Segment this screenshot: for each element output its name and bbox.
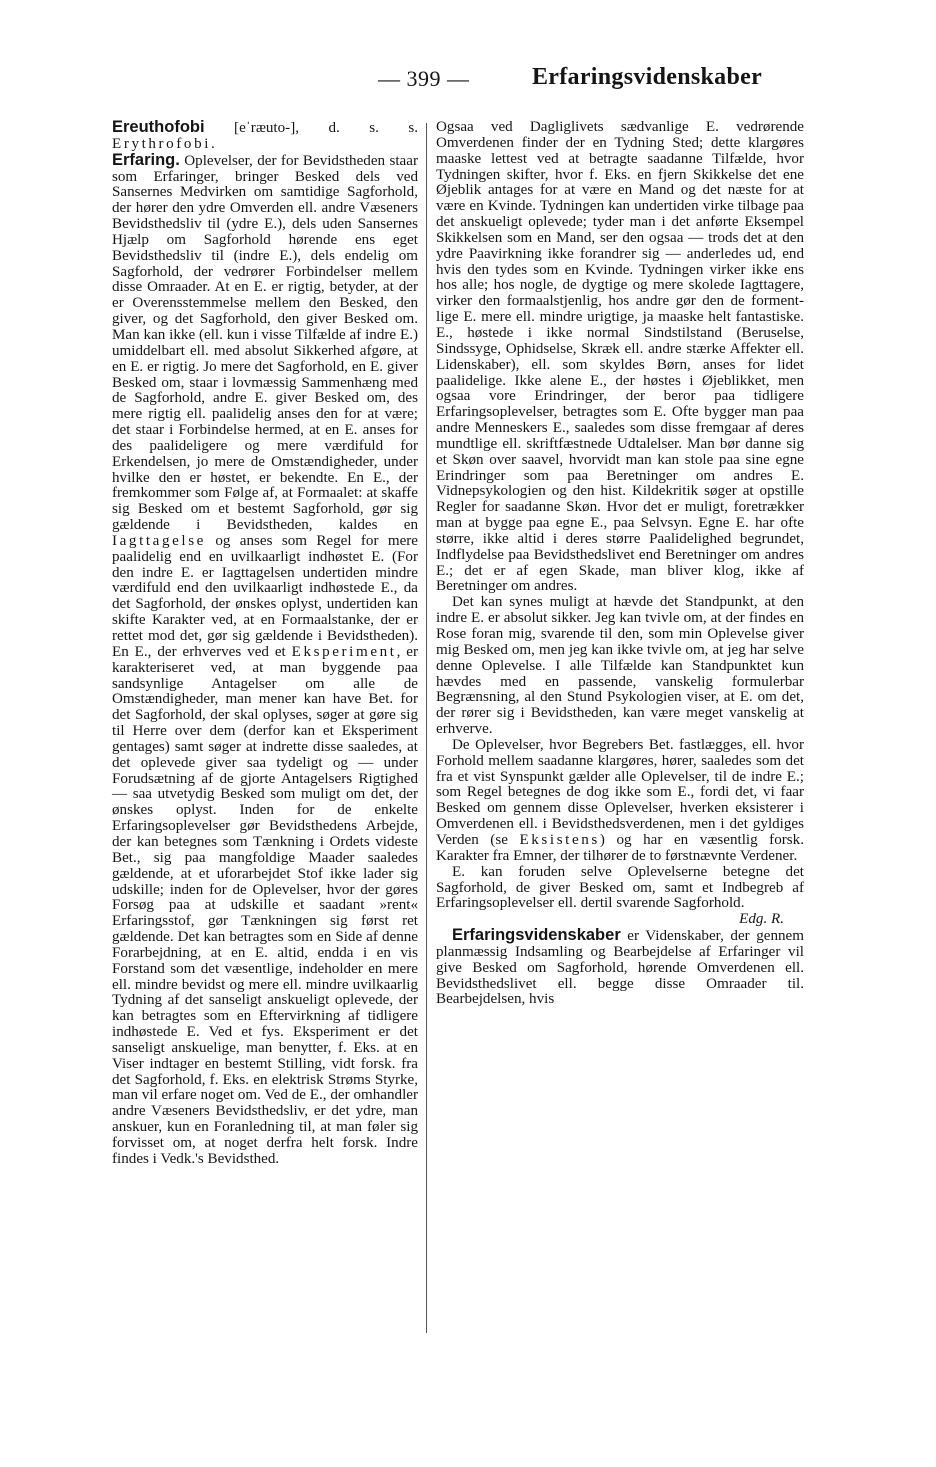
headword-ereuthofobi: Ereuthofobi xyxy=(112,118,205,136)
erfaringsvidenskaber-text: er Videnskaber, der gennem planmæssig Indsamling og Bearbejdelse af Erfaringer vil give Besked om Sagforhold, hørende Omverdenen ell. Bevidsthedslivet ell. begge disse Omraader til. Bearbejdelsen, hvis xyxy=(436,928,804,1008)
paragraph-begreber-text-1: De Oplevelser, hvor Begrebers Bet. fastlægges, ell. hvor Forhold mellem saadanne klargøres, hører, saaledes som det fra et vist Synspunkt gælder alle Oplevelser, til de indre E.; som Regel betegnes de dog ikke som E., fordi det, vi faar Besked om gennem disse Oplevelser, hverken eksisterer i Omverdenen ell. i Bevidsthedsverdenen, men i det gyldiges Verden (se xyxy=(436,736,804,848)
cross-reference-eksistens: Eksistens xyxy=(519,831,600,848)
erfaring-text-3: , er karakteriseret ved, at man byggende paa sandsynlige Antagelser om alle de Omstændigheder, man mener kan have Bet. for det Sagforhold, der skal oplyses, søger at gøre sig til Herre over dem (derfor kan et Eksperiment gentages) samt søger at indrette disse saaledes, at det oplevede giver saa tydeligt og — under Forudsætning af de gjorte Antagelsers Rigtighed — saa utvetydig Besked som muligt om det, der ønskes oplyst. Inden for de enkelte Erfaringsoplevelser gør Bevidsthedens Arbejde, der kan betegnes som Tænkning i Ordets videste Bet., sig paa mangfoldige Maader saaledes gældende, at et uforarbejdet Stof ikke lader sig udskille; inden for de Oplevelser, hvor der gøres Forsøg paa at udskille et saadant »rent« Erfaringsstof, gør Tænkningen sig først ret gældende. Det kan betragtes som en Side af denne Forarbejdning, at en E. altid, endda i en vis Forstand som det væsentlige, indeholder en mere ell. mindre bevidst og mere ell. mindre uvilkaarlig Tydning af det sanseligt anskueligt oplevede, der kan betragtes som en Eftervirkning af tidligere indhøstede E. Ved et fys. Eksperiment er det sanseligt anskuelige, man benytter, f. Eks. at en Viser indtager en bestemt Stilling, vidt forsk. fra det Sagforhold, f. Eks. en elektrisk Strøms Styrke, man vil erfare noget om. Ved de E., der omhandler andre Væseners Bevidsthedsliv, er det ydre, man anskuer, kun en Foranledning til, at man føler sig forvisset om, at noget derfra helt forsk. Indre findes i Vedk.'s Bevidsthed. xyxy=(112,643,418,1167)
paragraph-sagforhold xyxy=(436,863,804,928)
page-header xyxy=(0,64,936,104)
author-signature: Edg. R. xyxy=(739,911,784,928)
running-head: Erfaringsvidenskaber xyxy=(532,64,763,90)
entry-ereuthofobi xyxy=(112,120,418,153)
paragraph-begreber xyxy=(436,738,804,865)
headword-erfaringsvidenskaber: Erfaringsvidenskaber xyxy=(452,926,621,945)
entry-pronunciation: [eˈræuto-], d. s. s. xyxy=(204,120,418,136)
term-iagttagelse: Iagttagelse xyxy=(112,532,206,549)
headword-erfaring: Erfaring. xyxy=(112,150,180,169)
erfaring-text-2: og anses som Regel for mere paalidelig end en uvilkaarligt indhøstet E. (For den indre E. er Iagttagelsen undertiden mindre værdifuld end den uvilkaarligt indhøstede E., da det Sagforhold, der ønskes oplyst, undertiden kan skifte Karakter ved, at en Formaalstanke, der er rettet mod det, gør sig gældende i Bevidstheden). En E., der erhverves ved et xyxy=(112,532,418,660)
paragraph-begreber-text-2: ) og har en væsentlig forsk. Karakter fra Emner, der tilhører de to førstnævnte Verdener. xyxy=(436,831,804,864)
paragraph-indre-erfaring-text: Det kan synes muligt at hævde det Standpunkt, at den indre E. er absolut sikker. Jeg kan tvivle om, at der findes en Rose foran mig, svarende til den, som min Oplevelse giver mig Besked om, men jeg kan ikke tvivle om, at jeg har selve denne Oplevelse. I alle Tilfælde kan Standpunktet kun hævdes med en passende, vanskelig formulerbar Begrænsning, al den Stund Psykologien viser, at E. om det, der rører sig i Bevidstheden, kan være meget vanskelig at erhverve. xyxy=(436,594,804,738)
paragraph-indre-erfaring xyxy=(436,595,804,738)
term-eksperiment: Eksperiment xyxy=(291,643,397,660)
paragraph-tydning xyxy=(436,120,804,595)
paragraph-sagforhold-text: E. kan foruden selve Oplevelserne betegne det Sagforhold, de giver Besked om, samt et Indbegreb af Erfaringsoplevelser ell. dertil svarende Sagforhold. xyxy=(436,863,804,912)
entry-tail: . xyxy=(211,135,215,152)
right-column xyxy=(436,120,804,1008)
paragraph-tydning-text: Ogsaa ved Dagliglivets sædvanlige E. vedrørende Omverdenen finder der en Tydning Sted; dette klargøres maaske lettest ved at betragte saadanne Tilfælde, hvor Tydningen skifter, hvor f. Eks. en fjern Skikkelse det ene Øjeblik antages for at være en Mand og det næste for at være en Kvinde. Tydningen kan undertiden virke tilbage paa det anskueligt oplevede; tyder man i det anførte Eksempel Skikkelsen som en Mand, ser den ogsaa — trods det at den ydre Paavirkning ikke forandrer sig — anderledes ud, end hvis den tydes som en Kvinde. Tydningen virker ikke ens hos alle; hos nogle, de dygtige og mere skolede Iagttagere, virker den formaalstjenlig, hos andre gør den de forment-lige E. mere ell. mindre urigtige, ja maaske helt fantastiske. E., høstede i ikke normal Sindstilstand (Beruselse, Sindssyge, Ophidselse, Skræk ell. andre stærke Affekter ell. Lidenskaber), ell. som skyldes Børn, anses for lidet paalidelige. Ikke alene E., der høstes i Øjeblikket, men ogsaa vore Erindringer, der beror paa tidligere Erfaringsoplevelser, betragtes som E. Ofte bygger man paa andre Menneskers E., saaledes som disse fremgaar af deres mundtlige ell. skriftfæstnede Udtalelser. Man bør danne sig et Skøn over saavel, hvorvidt man kan stole paa sine egne Erindringer som paa Beretninger om andres E. Vidnepsykologien og den hist. Kildekritik søger at opstille Regler for saadanne Skøn. Hvor det er muligt, foretrækker man at bygge paa egne E., paa Selvsyn. Egne E. har ofte større, ikke altid i deres større Paalidelighed begrundet, Indflydelse paa Bevidsthedslivet end Beretninger om andres E.; det er af egen Skade, man bliver klog, ikke af Beretninger om andres. xyxy=(436,119,804,595)
entry-erfaringsvidenskaber xyxy=(436,928,804,1008)
page-number: — 399 — xyxy=(378,66,470,91)
cross-reference-erythrofobi: Erythrofobi xyxy=(112,135,212,152)
entry-erfaring xyxy=(112,150,418,1168)
left-column xyxy=(112,120,418,1168)
erfaring-text-1: Oplevelser, der for Bevidstheden staar som Erfaringer, bringer Besked dels ved Sansernes Medvirken om samtidige Sagforhold, der hører den ydre Omverden ell. andre Væseners Bevidsthedsliv til (ydre E.), dels uden Sansernes Hjælp om Sagforhold hørende ens eget Bevidsthedsliv til (indre E.), dels endelig om Sagforhold, der vedrører Forbindelser mellem disse Omraader. At en E. er rigtig, betyder, at der er Overensstemmelse mellem den Besked, den giver, og det Sagforhold, den giver Besked om. Man kan ikke (ell. kun i visse Tilfælde af indre E.) umiddelbart ell. med absolut Sikkerhed afgøre, at en E. er rigtig. Jo mere det Sagforhold, en E. giver Besked om, staar i lovmæssig Sammenhæng med de Sagforhold, andre E. giver Besked om, des mere rigtig ell. paalidelig anses den for at være; det staar i Forbindelse hermed, at en E. anses for des paalideligere og mere værdifuld for Erkendelsen, jo mere de Omstændigheder, under hvilke den er høstet, er bekendte. En E., der fremkommer som Følge af, at Formaalet: at skaffe sig Besked om et bestemt Sagforhold, gør sig gældende i Bevidstheden, kaldes en xyxy=(112,152,418,534)
column-divider xyxy=(426,123,427,1333)
